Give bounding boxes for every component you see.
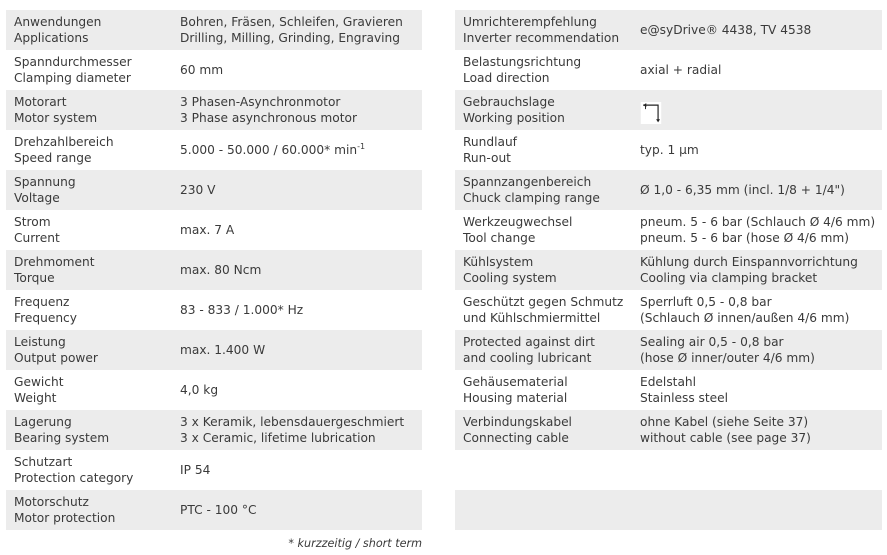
label-english: Tool change [463, 231, 536, 245]
spec-label [6, 134, 172, 166]
spec-label [6, 14, 172, 46]
spec-row [6, 250, 422, 290]
label-english: Frequency [14, 311, 77, 325]
label-german: Geschützt gegen Schmutz [463, 295, 624, 309]
value-line-2: pneum. 5 - 6 bar (hose Ø 4/6 mm) [640, 231, 850, 245]
value-text: max. 1.400 W [180, 343, 266, 357]
label-english: Working position [463, 111, 565, 125]
spec-value [172, 222, 422, 238]
spec-label [455, 54, 632, 86]
spec-row [455, 330, 882, 370]
value-text: Ø 1,0 - 6,35 mm (incl. 1/8 + 1/4") [640, 183, 845, 197]
spec-value [632, 182, 882, 198]
value-text: max. 7 A [180, 223, 235, 237]
spec-row [455, 90, 882, 130]
value-line-1 [640, 214, 882, 230]
value-text: 5.000 - 50.000 / 60.000* min [180, 143, 358, 157]
spec-label [455, 254, 632, 286]
spec-row [455, 50, 882, 90]
value-text: 3 x Keramik, lebensdauergeschmiert [180, 415, 405, 429]
value-text: Sealing air 0,5 - 0,8 bar [640, 335, 784, 349]
value-text: 83 - 833 / 1.000* Hz [180, 303, 304, 317]
spec-row [455, 290, 882, 330]
label-english: Speed range [14, 151, 92, 165]
spec-row [6, 290, 422, 330]
value-line-1 [640, 254, 882, 270]
value-text: axial + radial [640, 63, 722, 77]
spec-row [6, 170, 422, 210]
spec-row [6, 10, 422, 50]
value-line-1 [180, 302, 422, 318]
spec-label [455, 134, 632, 166]
spec-row [455, 250, 882, 290]
label-german: Spannung [14, 175, 76, 189]
spec-row [455, 490, 882, 530]
spec-label [455, 294, 632, 326]
label-german: Drehmoment [14, 255, 95, 269]
label-german: Motorart [14, 95, 67, 109]
value-line-2: Drilling, Milling, Grinding, Engraving [180, 31, 401, 45]
spec-value [172, 462, 422, 478]
value-text: max. 80 Ncm [180, 263, 262, 277]
value-line-2: Stainless steel [640, 391, 729, 405]
label-english: Housing material [463, 391, 568, 405]
spec-label [455, 414, 632, 446]
spec-row [6, 130, 422, 170]
spec-value [632, 374, 882, 406]
value-line-1 [180, 462, 422, 478]
label-english: Clamping diameter [14, 71, 131, 85]
value-line-2: 3 x Ceramic, lifetime lubrication [180, 431, 376, 445]
label-german: Anwendungen [14, 15, 102, 29]
spec-label [455, 94, 632, 126]
label-german: Kühlsystem [463, 255, 534, 269]
spec-label [6, 214, 172, 246]
label-english: Current [14, 231, 60, 245]
label-english: Connecting cable [463, 431, 569, 445]
value-text: Sperrluft 0,5 - 0,8 bar [640, 295, 772, 309]
value-line-1 [180, 222, 422, 238]
spec-value [172, 262, 422, 278]
value-line-1 [180, 142, 422, 158]
value-text: Kühlung durch Einspannvorrichtung [640, 255, 858, 269]
value-line-1 [180, 414, 422, 430]
spec-row [6, 370, 422, 410]
spec-value [632, 294, 882, 326]
spec-value [632, 96, 882, 124]
spec-label [455, 14, 632, 46]
label-german: Motorschutz [14, 495, 89, 509]
value-text: 4,0 kg [180, 383, 219, 397]
label-english: Output power [14, 351, 98, 365]
spec-value [632, 62, 882, 78]
spec-label [6, 294, 172, 326]
value-text: e@syDrive® 4438, TV 4538 [640, 23, 812, 37]
value-text: 3 Phasen-Asynchronmotor [180, 95, 341, 109]
label-german: Verbindungskabel [463, 415, 572, 429]
spec-label [6, 94, 172, 126]
value-text: Edelstahl [640, 375, 697, 389]
value-line-1 [640, 182, 882, 198]
label-german: Spannzangenbereich [463, 175, 592, 189]
spec-value [172, 94, 422, 126]
label-german: Gebrauchslage [463, 95, 555, 109]
value-line-2: Cooling via clamping bracket [640, 271, 818, 285]
value-text: pneum. 5 - 6 bar (Schlauch Ø 4/6 mm) [640, 215, 876, 229]
label-english: Inverter recommendation [463, 31, 620, 45]
label-german: Schutzart [14, 455, 73, 469]
spec-row [455, 130, 882, 170]
label-english: Load direction [463, 71, 550, 85]
label-german: Protected against dirt [463, 335, 595, 349]
spec-row [6, 330, 422, 370]
spec-row [6, 450, 422, 490]
spec-row [6, 410, 422, 450]
value-text: PTC - 100 °C [180, 503, 257, 517]
value-text: ohne Kabel (siehe Seite 37) [640, 415, 809, 429]
spec-label [6, 254, 172, 286]
value-line-1 [640, 334, 882, 350]
value-line-1 [640, 294, 882, 310]
value-superscript: -1 [357, 141, 366, 151]
label-english: Motor protection [14, 511, 116, 525]
value-line-1 [640, 414, 882, 430]
spec-row [6, 490, 422, 530]
spec-label [6, 174, 172, 206]
label-english: Voltage [14, 191, 60, 205]
value-text: Bohren, Fräsen, Schleifen, Gravieren [180, 15, 403, 29]
value-line-2: (hose Ø inner/outer 4/6 mm) [640, 351, 815, 365]
label-english: Chuck clamping range [463, 191, 600, 205]
label-english: Motor system [14, 111, 98, 125]
label-german: Rundlauf [463, 135, 517, 149]
value-line-1 [180, 62, 422, 78]
spec-row [455, 450, 882, 490]
label-german: Umrichterempfehlung [463, 15, 597, 29]
label-english: Applications [14, 31, 89, 45]
spec-label [6, 494, 172, 526]
value-line-1 [640, 374, 882, 390]
spec-value [172, 342, 422, 358]
value-line-1 [180, 502, 422, 518]
footnote: * kurzzeitig / short term [288, 537, 422, 550]
spec-label [455, 334, 632, 366]
label-english: Cooling system [463, 271, 557, 285]
label-german: Lagerung [14, 415, 72, 429]
value-line-1 [640, 62, 882, 78]
spec-value [632, 334, 882, 366]
value-line-2: without cable (see page 37) [640, 431, 811, 445]
value-line-1 [180, 342, 422, 358]
spec-value [172, 302, 422, 318]
label-german: Gehäusematerial [463, 375, 568, 389]
spec-row [6, 50, 422, 90]
value-line-1 [180, 262, 422, 278]
spec-value [632, 414, 882, 446]
label-german: Belastungsrichtung [463, 55, 582, 69]
spec-row [455, 210, 882, 250]
spec-value [632, 142, 882, 158]
spec-row [6, 90, 422, 130]
spec-row [455, 10, 882, 50]
spec-row [455, 410, 882, 450]
value-line-1 [640, 142, 882, 158]
value-line-2: 3 Phase asynchronous motor [180, 111, 357, 125]
label-german: Leistung [14, 335, 66, 349]
spec-label [455, 214, 632, 246]
label-english: Bearing system [14, 431, 110, 445]
label-german: Drehzahlbereich [14, 135, 114, 149]
label-english: und Kühlschmiermittel [463, 311, 601, 325]
left-spec-table [6, 10, 422, 530]
label-german: Frequenz [14, 295, 70, 309]
label-german: Gewicht [14, 375, 64, 389]
value-line-1 [180, 182, 422, 198]
label-german: Werkzeugwechsel [463, 215, 573, 229]
spec-label [455, 174, 632, 206]
spec-row [455, 370, 882, 410]
spec-value [172, 14, 422, 46]
spec-row [455, 170, 882, 210]
spec-value [172, 414, 422, 446]
spec-label [6, 374, 172, 406]
value-text: 60 mm [180, 63, 224, 77]
label-german: Strom [14, 215, 51, 229]
spec-value [172, 62, 422, 78]
spec-value [632, 214, 882, 246]
spec-label [455, 374, 632, 406]
value-text: typ. 1 µm [640, 143, 699, 157]
label-english: Torque [14, 271, 55, 285]
right-spec-table [455, 10, 882, 530]
spec-value [172, 502, 422, 518]
spec-value [632, 254, 882, 286]
label-english: Protection category [14, 471, 134, 485]
spec-label [6, 54, 172, 86]
value-line-1 [180, 382, 422, 398]
value-text: 230 V [180, 183, 216, 197]
spec-label [6, 334, 172, 366]
label-english: Weight [14, 391, 57, 405]
spec-label [6, 454, 172, 486]
label-english: Run-out [463, 151, 511, 165]
label-english: and cooling lubricant [463, 351, 592, 365]
value-line-2: (Schlauch Ø innen/außen 4/6 mm) [640, 311, 850, 325]
spec-value [632, 22, 882, 38]
spec-row [6, 210, 422, 250]
spec-value [172, 182, 422, 198]
value-line-1 [180, 94, 422, 110]
spec-value [172, 382, 422, 398]
value-text: IP 54 [180, 463, 211, 477]
value-line-1 [640, 22, 882, 38]
spec-value [172, 142, 422, 158]
working-position-icon [640, 102, 662, 124]
value-line-1 [180, 14, 422, 30]
spec-label [6, 414, 172, 446]
label-german: Spanndurchmesser [14, 55, 132, 69]
